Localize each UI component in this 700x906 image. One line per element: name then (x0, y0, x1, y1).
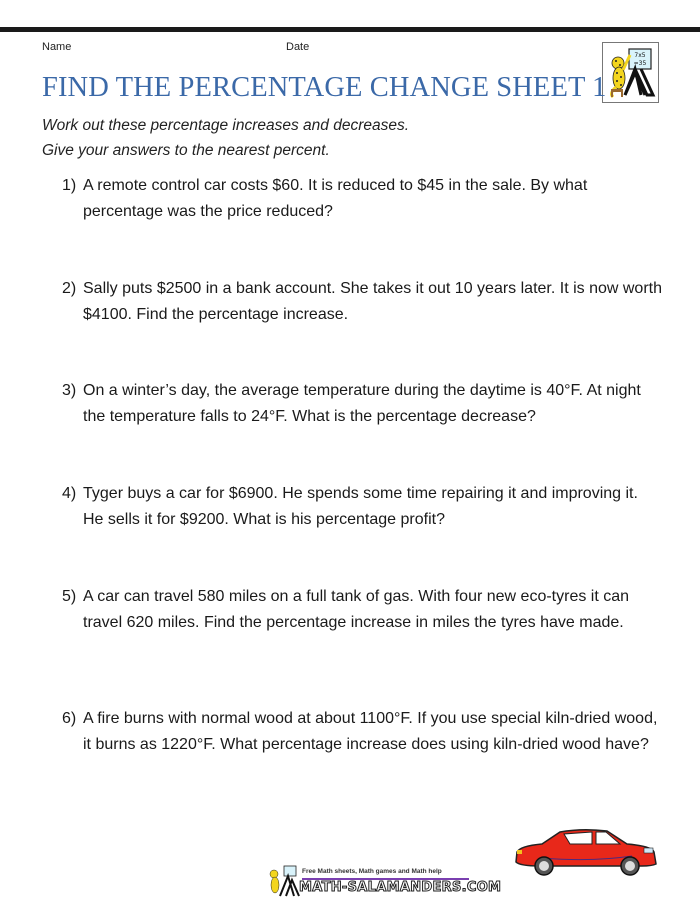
question-number: 4) (62, 485, 77, 502)
footer-salamander-icon (266, 864, 300, 898)
question-number: 2) (62, 280, 77, 297)
instruction-line: Work out these percentage increases and decreases. (42, 117, 410, 134)
question-number: 1) (62, 177, 77, 194)
page-title: FIND THE PERCENTAGE CHANGE SHEET 1 (42, 72, 607, 103)
question-text: A car can travel 580 miles on a full tank of gas. With four new eco-tyres it can travel 620 miles. Find the percentage increase in miles the tyres have made. (83, 588, 630, 631)
instructions (42, 113, 409, 163)
question-number: 6) (62, 710, 77, 727)
board-text-top: 7x5 (634, 52, 646, 59)
name-label: Name (42, 41, 72, 53)
instruction-line: Give your answers to the nearest percent. (42, 142, 330, 159)
question-text: A fire burns with normal wood at about 1100°F. If you use special kiln-dried wood, it burns as 1220°F. What percentage increase does using kiln-dried wood have? (83, 710, 658, 753)
question-4 (62, 481, 662, 533)
question-5 (62, 584, 662, 636)
footer-tagline: Free Math sheets, Math games and Math help (302, 868, 442, 875)
question-number: 5) (62, 588, 77, 605)
question-number: 3) (62, 382, 77, 399)
top-divider (0, 27, 700, 32)
red-car-illustration (512, 828, 662, 881)
date-label: Date (286, 41, 310, 53)
question-text: Sally puts $2500 in a bank account. She takes it out 10 years later. It is now worth $4100. Find the percentage increase. (83, 280, 662, 323)
question-2 (62, 276, 662, 328)
salamander-logo (602, 42, 659, 103)
question-text: A remote control car costs $60. It is reduced to $45 in the sale. By what percentage was the price reduced? (83, 177, 588, 220)
question-text: On a winter’s day, the average temperature during the daytime is 40°F. At night the temperature falls to 24°F. What is the percentage decrease? (83, 382, 641, 425)
question-3 (62, 378, 662, 430)
board-text-bottom: =35 (633, 60, 647, 67)
question-1 (62, 173, 662, 225)
car-icon (512, 828, 662, 876)
question-text: Tyger buys a car for $6900. He spends some time repairing it and improving it. He sells it for $9200. What is his percentage profit? (83, 485, 638, 528)
question-6 (62, 706, 662, 758)
footer-site-name: MATH-SALAMANDERS.COM (299, 880, 502, 895)
footer-logo (266, 864, 502, 898)
salamander-teacher-icon (603, 43, 658, 102)
